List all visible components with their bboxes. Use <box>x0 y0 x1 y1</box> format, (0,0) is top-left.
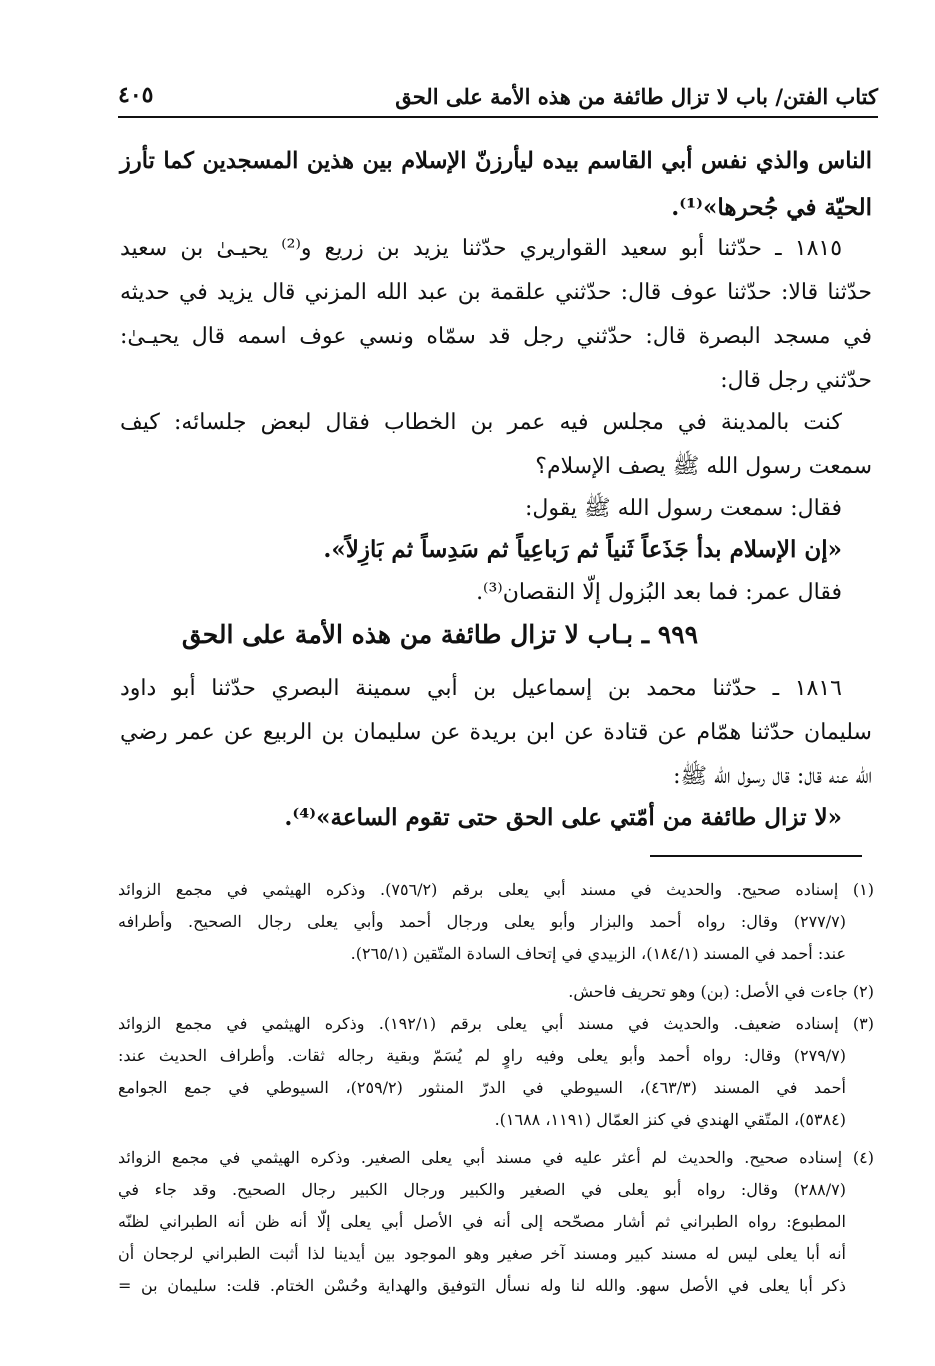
chapter-heading: ٩٩٩ ـ بـاب لا تزال طائفة من هذه الأمة على الحق <box>181 620 699 649</box>
hadith-quote: «لا تزال طائفة من أمّتي على الحق حتى تقوم الساعة»⁽⁴⁾. <box>284 804 842 831</box>
header-rule <box>118 116 878 118</box>
text-line: الحيّة في جُحرها»⁽¹⁾. <box>671 194 872 221</box>
footnote-line: ذكر أبا يعلى في الأصل سهو. والله لنا وله نسأل التوفيق والهداية وحُسْن الختام. قلت: سليمان بن = <box>118 1276 846 1295</box>
text-line: الناس والذي نفس أبي القاسم بيده ليأرزنّ الإسلام بين هذين المسجدين كما تأرز <box>120 148 872 174</box>
text-line: كنت بالمدينة في مجلس فيه عمر بن الخطاب فقال لبعض جلسائه: كيف <box>120 410 842 435</box>
text-line: حدّثنا قالا: حدّثنا عوف قال: حدّثني علقمة بن عبد الله المزني قال يزيد في حديثه <box>120 280 872 305</box>
footnote-separator <box>650 855 862 857</box>
footnote-line: (٤) إسناده صحيح. والحديث لم أعثر عليه في مسند أبي يعلى الصغير. وذكره الهيثمي في مجمع الزوائد <box>118 1148 874 1167</box>
footnote-line: (٢٨٨/٧) وقال: رواه أبو يعلى في الصغير والكبير ورجال الكبير رجال الصحيح. وقد جاء في <box>118 1180 846 1199</box>
text-line: الله عنه قال: قال رسول الله ﷺ: <box>673 764 872 789</box>
text-line: حدّثني رجل قال: <box>720 368 872 393</box>
footnote-line: (١) إسناده صحيح. والحديث في مسند أبي يعلى برقم (٧٥٦/٢). وذكره الهيثمي في مجمع الزوائد <box>118 880 874 899</box>
running-title: كتاب الفتن/ باب لا تزال طائفة من هذه الأمة على الحق <box>395 84 878 109</box>
footnote-line: (٥٣٨٤)، المتّقي الهندي في كنز العمّال (١١٩١، ١٦٨٨). <box>494 1110 846 1129</box>
footnote-line: (٣) إسناده ضعيف. والحديث في مسند أبي يعلى برقم (١٩٢/١). وذكره الهيثمي في مجمع الزوائد <box>118 1014 874 1033</box>
page-header <box>118 78 878 118</box>
text-line: سليمان حدّثنا همّام عن قتادة عن ابن بريدة عن سليمان بن الربيع عن عمر رضي <box>120 720 872 745</box>
hadith-number-line: ١٨١٥ ـ حدّثنا أبو سعيد القواريري حدّثنا يزيد بن زريع و⁽²⁾ يحيـىٰ بن سعيد <box>120 236 843 261</box>
text-line: فقال عمر: فما بعد البُزول إلّا النقصان⁽³⁾. <box>476 580 842 605</box>
text-line: فقال: سمعت رسول الله ﷺ يقول: <box>525 496 842 521</box>
hadith-quote: «إن الإسلام بدأ جَذَعاً ثَنياً ثم رَباعِياً ثم سَدِساً ثم بَازِلاً». <box>323 536 842 563</box>
footnote-line: أحمد في المسند (٤٦٣/٣)، السيوطي في الدرّ المنثور (٢٥٩/٢)، السيوطي في جمع الجوامع <box>118 1078 846 1097</box>
footnote-line: أنه أبا يعلى ليس له مسند كبير ومسند آخر صغير وهو الموجود بين أيدينا لذا أثبت الطبراني لرجحان أن <box>118 1244 846 1263</box>
footnote-line: (٢٧٧/٧) وقال: رواه أحمد والبزار وأبو يعلى ورجال أحمد وأبي يعلى رجال الصحيح. وأطرافه <box>118 912 846 931</box>
footnote-line: المطبوع: رواه الطبراني ثم أشار مصحّحه إلى أنه في الأصل أبي يعلى إلّا أنه ظن أنه الطبراني لظنّه <box>118 1212 846 1231</box>
hadith-number-line: ١٨١٦ ـ حدّثنا محمد بن إسماعيل بن أبي سمينة البصري حدّثنا أبو داود <box>120 676 842 701</box>
text-line: سمعت رسول الله ﷺ يصف الإسلام؟ <box>535 454 872 479</box>
text-line: في مسجد البصرة قال: حدّثني رجل قد سمّاه ونسي عوف اسمه قال يحيـىٰ: <box>120 324 872 349</box>
footnote-line: (٢) جاءت في الأصل: (بن) وهو تحريف فاحش. <box>568 982 874 1001</box>
footnote-line: عند: أحمد في المسند (١٨٤/١)، الزبيدي في إتحاف السادة المتّقين (٢٦٥/١). <box>350 944 846 963</box>
page-number: ٤٠٥ <box>118 82 154 108</box>
footnote-line: (٢٧٩/٧) وقال: رواه أحمد وأبو يعلى وفيه راوٍ لم يُسَمّ وبقية رجاله ثقات. وأطراف الحديث عند: <box>118 1046 847 1065</box>
